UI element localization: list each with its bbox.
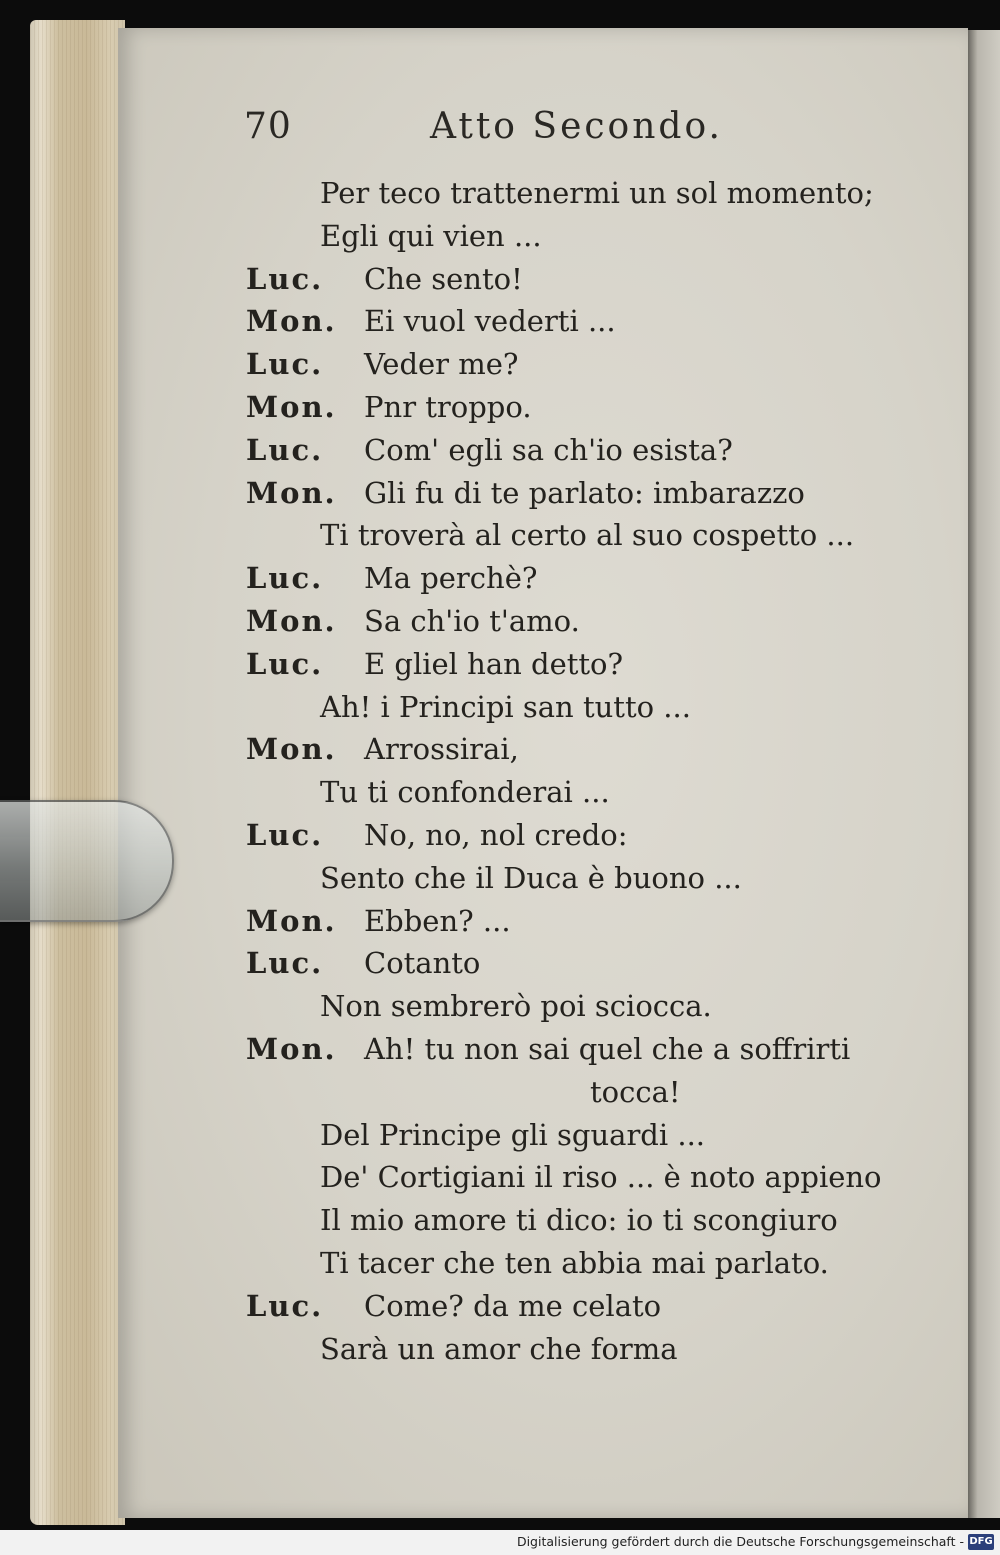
speaker-label: Luc.	[246, 646, 324, 681]
dialogue-line	[246, 1199, 946, 1242]
dialogue-line	[246, 215, 946, 258]
speech-text: De' Cortigiani il riso ... è noto appieno	[320, 1160, 882, 1195]
speaker-label: Mon.	[246, 304, 337, 339]
page-header	[238, 106, 798, 156]
speaker-label: Luc.	[246, 817, 324, 852]
speech-text: Sarà un amor che forma	[320, 1331, 678, 1366]
dialogue-line	[246, 814, 946, 857]
speech-text: Il mio amore ti dico: io ti scongiuro	[320, 1203, 838, 1238]
speech-text: Veder me?	[364, 347, 519, 382]
speech-text: Ti troverà al certo al suo cospetto ...	[320, 518, 855, 553]
speech-text: Che sento!	[364, 261, 523, 296]
speech-text: Del Principe gli sguardi ...	[320, 1117, 706, 1152]
dialogue-line	[246, 600, 946, 643]
dialogue-line	[246, 985, 946, 1028]
speech-text: Ah! i Principi san tutto ...	[320, 689, 691, 724]
book-page-edges	[30, 20, 125, 1525]
running-title: Atto Secondo.	[430, 106, 723, 147]
speaker-label: Luc.	[246, 561, 324, 596]
dialogue-line	[246, 1028, 946, 1071]
speaker-label: Luc.	[246, 347, 324, 382]
speech-text: Gli fu di te parlato: imbarazzo	[364, 475, 805, 510]
speech-text: No, no, nol credo:	[364, 817, 628, 852]
dialogue-line	[246, 172, 946, 215]
speech-text: Cotanto	[364, 946, 481, 981]
speech-text: Arrossirai,	[364, 732, 519, 767]
page-number: 70	[244, 106, 292, 147]
speech-text: tocca!	[590, 1074, 681, 1109]
dialogue-line	[246, 300, 946, 343]
dialogue-line	[246, 942, 946, 985]
speaker-label: Mon.	[246, 603, 337, 638]
dialogue-line	[246, 1242, 946, 1285]
dialogue-line	[246, 429, 946, 472]
dialogue-line	[246, 1156, 946, 1199]
speech-text: Tu ti confonderai ...	[320, 775, 610, 810]
speech-text: Ei vuol vederti ...	[364, 304, 616, 339]
speaker-label: Mon.	[246, 475, 337, 510]
speech-text: Non sembrerò poi sciocca.	[320, 989, 712, 1024]
speech-text: Per teco trattenermi un sol momento;	[320, 176, 874, 210]
dialogue-line	[246, 258, 946, 301]
speech-text: Ebben? ...	[364, 903, 511, 938]
dialogue-line	[246, 1328, 946, 1371]
dialogue-line	[246, 857, 946, 900]
speaker-label: Luc.	[246, 261, 324, 296]
speech-text: Pnr troppo.	[364, 389, 532, 424]
dialogue-line	[246, 1114, 946, 1157]
dialogue-line	[246, 514, 946, 557]
speaker-label: Luc.	[246, 432, 324, 467]
facing-page-edge	[968, 30, 1000, 1518]
dialogue-line	[246, 386, 946, 429]
speaker-label: Luc.	[246, 946, 324, 981]
dialogue-line	[246, 900, 946, 943]
speech-text: Come? da me celato	[364, 1288, 662, 1323]
speech-text: Sa ch'io t'amo.	[364, 603, 580, 638]
dialogue-line	[246, 1285, 946, 1328]
dialogue-line	[246, 643, 946, 686]
speech-text: Egli qui vien ...	[320, 218, 542, 253]
speech-text: Ma perchè?	[364, 561, 538, 596]
dialogue-line	[246, 771, 946, 814]
dialogue-line	[246, 557, 946, 600]
speaker-label: Mon.	[246, 903, 337, 938]
speech-text: Sento che il Duca è buono ...	[320, 860, 742, 895]
speaker-label: Mon.	[246, 389, 337, 424]
footer-credit: Digitalisierung gefördert durch die Deutsche Forschungsgemeinschaft -	[516, 1534, 964, 1549]
speech-text: E gliel han detto?	[364, 646, 624, 681]
speaker-label: Mon.	[246, 732, 337, 767]
speech-text: Com' egli sa ch'io esista?	[364, 432, 733, 467]
speaker-label: Luc.	[246, 1288, 324, 1323]
dialogue-line	[246, 343, 946, 386]
dialogue-line	[246, 472, 946, 515]
dialogue-text	[246, 172, 946, 1370]
page-clip	[0, 800, 174, 922]
dfg-logo: DFG	[968, 1534, 994, 1550]
speech-text: Ah! tu non sai quel che a soffrirti	[364, 1031, 851, 1066]
dialogue-line	[246, 686, 946, 729]
dialogue-line	[246, 728, 946, 771]
footer-bar	[0, 1530, 1000, 1555]
speaker-label: Mon.	[246, 1031, 337, 1066]
dialogue-line	[246, 1071, 946, 1114]
speech-text: Ti tacer che ten abbia mai parlato.	[320, 1245, 829, 1280]
